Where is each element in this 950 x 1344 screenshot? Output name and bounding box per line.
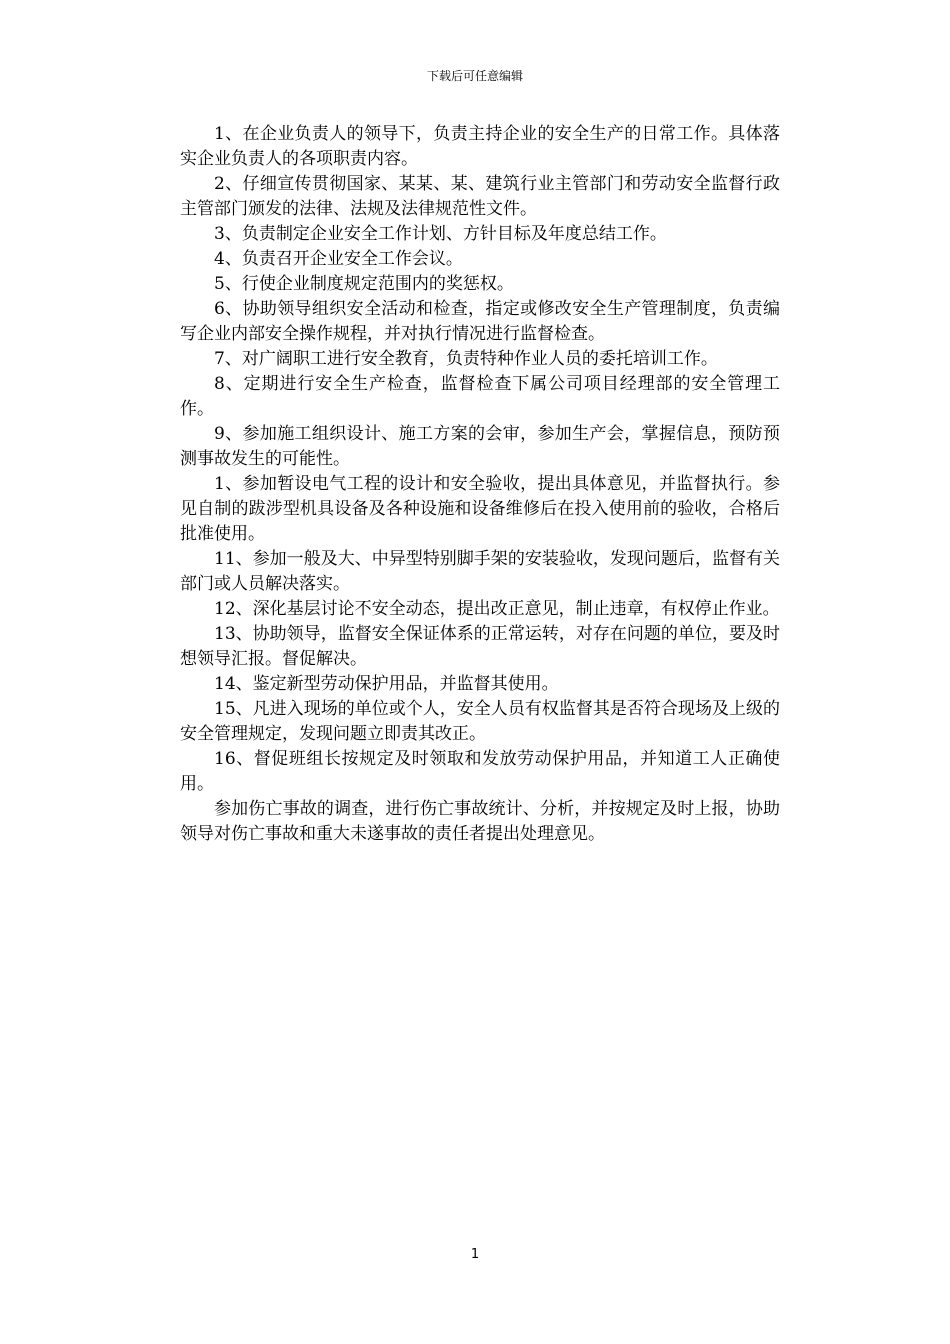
paragraph: 8、定期进行安全生产检查，监督检查下属公司项目经理部的安全管理工作。 [180, 374, 780, 419]
paragraph: 13、协助领导，监督安全保证体系的正常运转，对存在问题的单位，要及时想领导汇报。督促解决。 [180, 624, 780, 669]
paragraph: 1、参加暂设电气工程的设计和安全验收，提出具体意见，并监督执行。参见自制的跋涉型机具设备及各种设施和设备维修后在投入使用前的验收，合格后批准使用。 [180, 474, 780, 544]
paragraph: 9、参加施工组织设计、施工方案的会审，参加生产会，掌握信息，预防预测事故发生的可能性。 [180, 424, 780, 469]
paragraph: 16、督促班组长按规定及时领取和发放劳动保护用品，并知道工人正确使用。 [180, 749, 780, 794]
paragraph: 2、仔细宣传贯彻国家、某某、某、建筑行业主管部门和劳动安全监督行政主管部门颁发的法律、法规及法律规范性文件。 [180, 174, 780, 219]
paragraph: 参加伤亡事故的调查，进行伤亡事故统计、分析，并按规定及时上报，协助领导对伤亡事故和重大未遂事故的责任者提出处理意见。 [180, 799, 780, 844]
paragraph: 12、深化基层讨论不安全动态，提出改正意见，制止违章，有权停止作业。 [214, 599, 780, 619]
paragraph: 4、负责召开企业安全工作会议。 [214, 249, 463, 269]
paragraph: 6、协助领导组织安全活动和检查，指定或修改安全生产管理制度，负责编写企业内部安全操作规程，并对执行情况进行监督检查。 [180, 299, 780, 344]
paragraph: 1、在企业负责人的领导下，负责主持企业的安全生产的日常工作。具体落实企业负责人的各项职责内容。 [180, 124, 780, 169]
paragraph: 3、负责制定企业安全工作计划、方针目标及年度总结工作。 [214, 224, 667, 244]
page-header: 下载后可任意编辑 [426, 69, 523, 83]
document-body [180, 122, 780, 847]
page-number: 1 [470, 1247, 480, 1262]
paragraph: 11、参加一般及大、中异型特别脚手架的安装验收，发现问题后，监督有关部门或人员解决落实。 [180, 549, 780, 594]
paragraph: 5、行使企业制度规定范围内的奖惩权。 [214, 274, 514, 294]
paragraph: 15、凡进入现场的单位或个人，安全人员有权监督其是否符合现场及上级的安全管理规定，发现问题立即责其改正。 [180, 699, 780, 744]
paragraph: 14、鉴定新型劳动保护用品，并监督其使用。 [214, 674, 559, 694]
paragraph: 7、对广阔职工进行安全教育，负责特种作业人员的委托培训工作。 [214, 349, 718, 369]
